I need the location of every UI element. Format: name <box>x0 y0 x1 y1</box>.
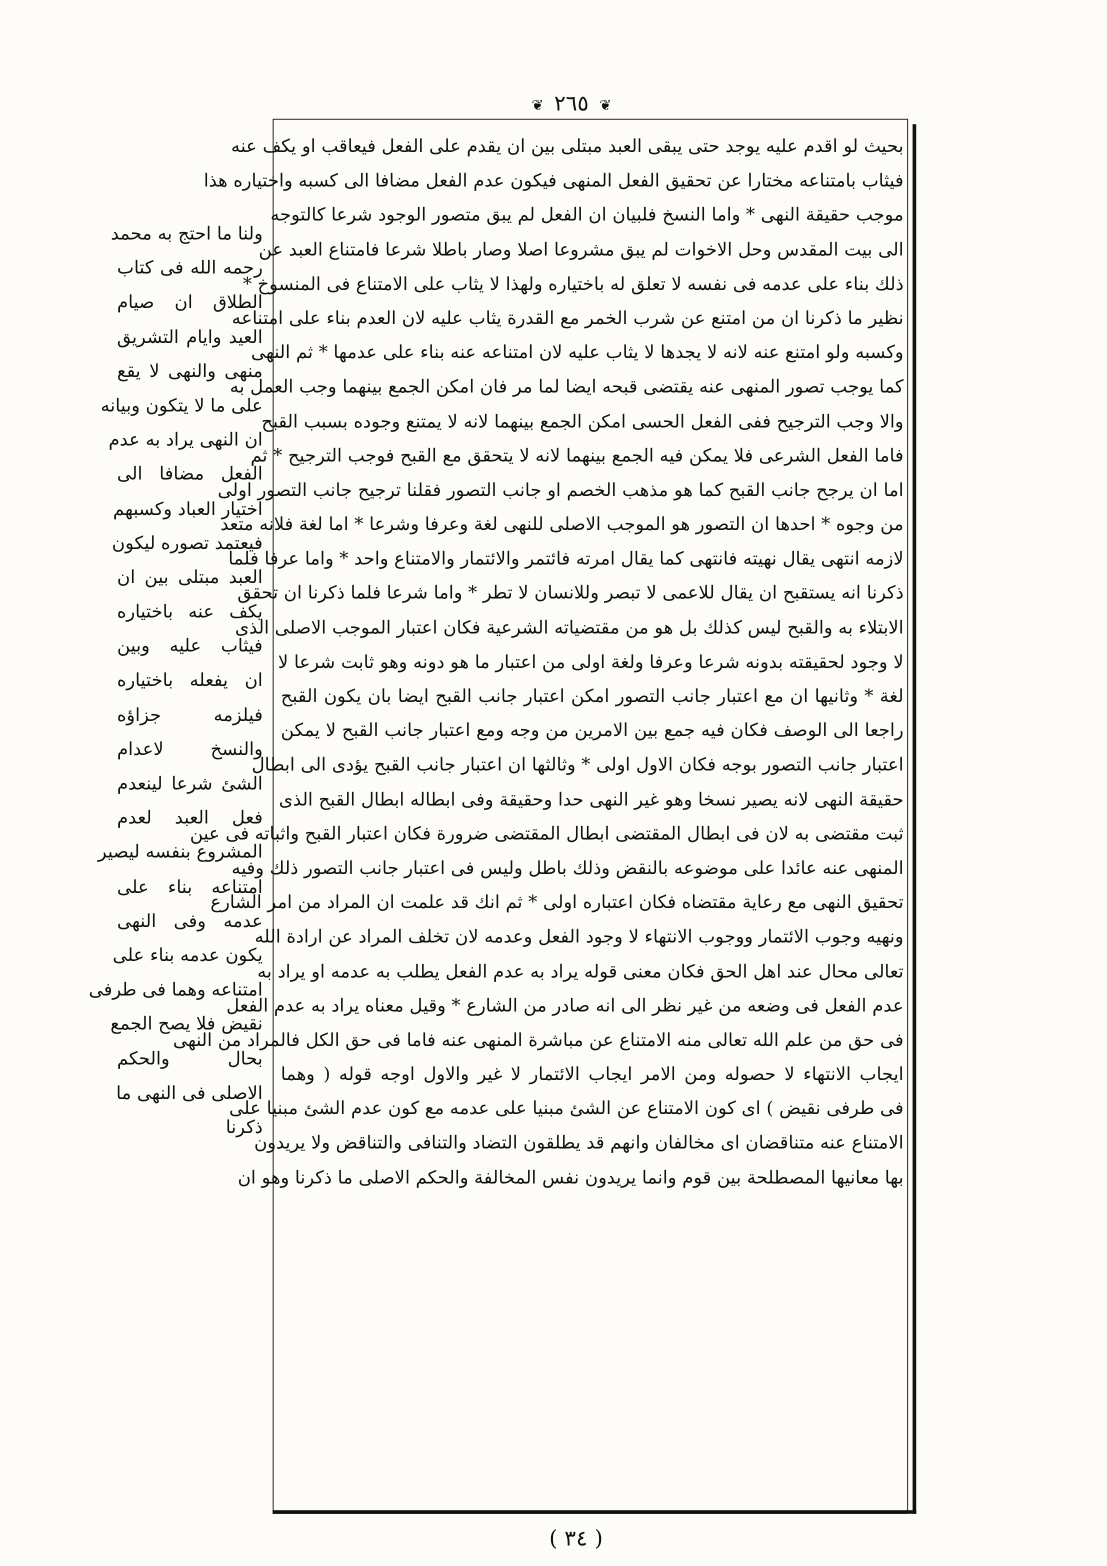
text-line: اما ان يرجح جانب القبح كما هو مذهب الخصم او جانب التصور فقلنا ترجيح جانب التصور اولى <box>217 478 904 501</box>
text-line: فى طرفى نقيض ) اى كون الامتناع عن الشئ مبنيا على عدمه مع كون عدم الشئ مبنيا على <box>229 1097 904 1119</box>
ornament-left-icon: ❦ <box>531 95 544 113</box>
text-line: الامتناع عنه متناقضان اى مخالفان وانهم قد يطلقون التضاد والتنافى والتناقض ولا يريدون <box>254 1131 904 1154</box>
text-line: ذكرنا انه يستقبح ان يقال للاعمى لا تبصر وللانسان لا تطر * واما شرعا فلما ذكرنا ان تحقق <box>237 581 904 604</box>
margin-line: منهى والنهى لا يقع <box>117 359 263 382</box>
text-line: فى حق من علم الله تعالى منه الامتناع عن مباشرة المنهى عنه فاما فى حق الكل فالمراد من النهى <box>172 1028 904 1051</box>
margin-line: امتناعه وهما فى طرفى <box>88 978 263 1001</box>
margin-line: المشروع بنفسه ليصير <box>97 840 263 863</box>
text-line: الابتلاء به والقبح ليس كذلك بل هو من مقتضياته الشرعية فكان اعتبار الموجب الاصلى الذى <box>235 616 904 638</box>
margin-line: ذكرنا <box>225 1115 263 1138</box>
text-line: الى بيت المقدس وحل الاخوات لم يبق مشروعا اصلا وصار باطلا شرعا فامتناع العبد عن <box>258 238 904 260</box>
margin-line: فعل العبد لعدم <box>117 806 263 829</box>
margin-line: رحمه الله فى كتاب <box>117 256 263 279</box>
margin-line: يكون عدمه بناء على <box>112 944 263 966</box>
margin-line: نقيض فلا يصح الجمع <box>110 1012 263 1035</box>
text-line: اعتبار جانب التصور بوجه فكان الاول اولى * وثالثها ان اعتبار جانب القبح يؤدى الى ابطال <box>251 753 904 776</box>
text-line: ايجاب الانتهاء لا حصوله ومن الامر ايجاب الائتمار لا غير والاول اوجه قوله ( وهما <box>280 1062 904 1085</box>
text-line: لا وجود لحقيقته بدونه شرعا وعرفا ولغة اولى من اعتبار ما هو دونه وهو ثابت شرعا لا <box>278 650 904 673</box>
text-line: وكسبه ولو امتنع عنه لانه لا يجدها لا يثاب عليه لان امتناعه عنه بناء على عدمها * ثم النهى <box>251 341 904 363</box>
margin-line: على ما لا يتكون وبيانه <box>100 394 263 416</box>
text-line: لغة * وثانيها ان مع اعتبار جانب التصور امكن اعتبار جانب القبح ايضا بان يكون القبح <box>280 684 904 707</box>
text-line: حقيقة النهى لانه يصير نسخا وهو غير النهى حدا وحقيقة وفى ابطاله ابطال القبح الذى <box>278 788 904 810</box>
margin-line: العيد وايام التشريق <box>117 325 263 348</box>
margin-line: ان النهى يراد به عدم <box>108 428 263 451</box>
margin-line: فيعتمد تصوره ليكون <box>111 531 263 554</box>
text-line: كما يوجب تصور المنهى عنه يقتضى قبحه ايضا لما مر فان امكن الجمع بينهما وجب العمل به <box>229 375 904 398</box>
text-line: تحقيق النهى مع رعاية مقتضاه فكان اعتباره اولى * ثم انك قد علمت ان المراد من امر الشارع <box>210 891 904 913</box>
page-number <box>527 88 617 119</box>
margin-line: الطلاق ان صيام <box>117 291 263 313</box>
margin-line: العبد مبتلى بين ان <box>117 565 263 588</box>
text-line: ثبت مقتضى به لان فى ابطال المقتضى ابطال المقتضى ضرورة فكان اعتبار القبح واثباته فى عين <box>189 822 904 844</box>
text-line: فاما الفعل الشرعى فلا يمكن فيه الجمع بينهما لانه لا يتحقق مع القبح فوجب الترجيح * ثم <box>250 444 904 466</box>
text-line: ذلك بناء على عدمه فى نفسه لا تعلق له باختياره ولهذا لا يثاب على الامتناع فى المنسوخ * <box>242 272 904 295</box>
text-line: بحيث لو اقدم عليه يوجد حتى يبقى العبد مبتلى بين ان يقدم على الفعل فيعاقب او يكف عنه <box>231 135 904 157</box>
text-line: موجب حقيقة النهى * واما النسخ فلبيان ان الفعل لم يبق متصور الوجود شرعا كالتوجه <box>270 203 904 226</box>
text-line: راجعا الى الوصف فكان فيه جمع بين الامرين من وجه ومع اعتبار جانب القبح لا يمكن <box>280 719 904 741</box>
text-line: لازمه انتهى يقال نهيته فانتهى كما يقال امرته فائتمر والائتمار والامتناع واحد * واما عرفا فلما <box>228 547 904 570</box>
text-line: فيثاب بامتناعه مختارا عن تحقيق الفعل المنهى فيكون عدم الفعل مضافا الى كسبه واختياره هذا <box>203 169 904 191</box>
text-line: نظير ما ذكرنا ان من امتنع عن شرب الخمر مع القدرة يثاب عليه لان العدم بناء على امتناعه <box>231 306 904 329</box>
text-line: بها معانيها المصطلحة بين قوم وانما يريدون نفس المخالفة والحكم الاصلى ما ذكرنا وهو ان <box>237 1166 904 1188</box>
margin-line: الاصلى فى النهى ما <box>116 1081 263 1104</box>
margin-line: فيثاب عليه وبين <box>117 634 263 657</box>
margin-line: بحال والحكم <box>117 1047 263 1069</box>
text-line: عدم الفعل فى وضعه من غير نظر الى انه صادر من الشارع * وقيل معناه يراد به عدم الفعل <box>226 994 904 1016</box>
text-line: تعالى محال عند اهل الحق فكان معنى قوله يراد به عدم الفعل يطلب به عدمه او يراد به <box>257 959 904 982</box>
page-number-text: ٢٦٥ <box>554 90 589 117</box>
margin-line: الشئ شرعا لينعدم <box>117 772 263 794</box>
margin-line: ان يفعله باختياره <box>117 669 263 691</box>
margin-line: والنسخ لاعدام <box>117 737 263 760</box>
text-line: المنهى عنه عائدا على موضوعه بالنقض وذلك باطل وليس فى اعتبار جانب التصور ذلك وفيه <box>231 856 904 879</box>
margin-commentary <box>88 216 263 1144</box>
margin-line: امتناعه بناء على <box>117 875 263 897</box>
text-line: ونهيه وجوب الائتمار ووجوب الانتهاء لا وجود الفعل وعدمه لان تخلف المراد عن ارادة الله <box>254 925 904 948</box>
margin-line: ولنا ما احتج به محمد <box>110 222 263 244</box>
margin-line: فيلزمه جزاؤه <box>117 703 263 726</box>
frame-shadow-bottom <box>273 1510 917 1514</box>
margin-line: عدمه وفى النهى <box>117 909 263 932</box>
margin-line: اختيار العباد وكسبهم <box>113 497 263 519</box>
frame-shadow-right <box>913 124 917 1514</box>
signature-mark: ( ٣٤ ) <box>549 1525 603 1551</box>
margin-line: الفعل مضافا الى <box>117 462 263 485</box>
ornament-right-icon: ❦ <box>599 95 612 113</box>
text-line: من وجوه * احدها ان التصور هو الموجب الاصلى للنهى لغة وعرفا وشرعا * اما لغة فلانه متعد <box>220 513 904 535</box>
text-line: والا وجب الترجيح ففى الفعل الحسى امكن الجمع بينهما لانه لا يمتنع وجوده بسبب القبح <box>261 409 904 432</box>
margin-line: يكف عنه باختياره <box>117 600 263 622</box>
